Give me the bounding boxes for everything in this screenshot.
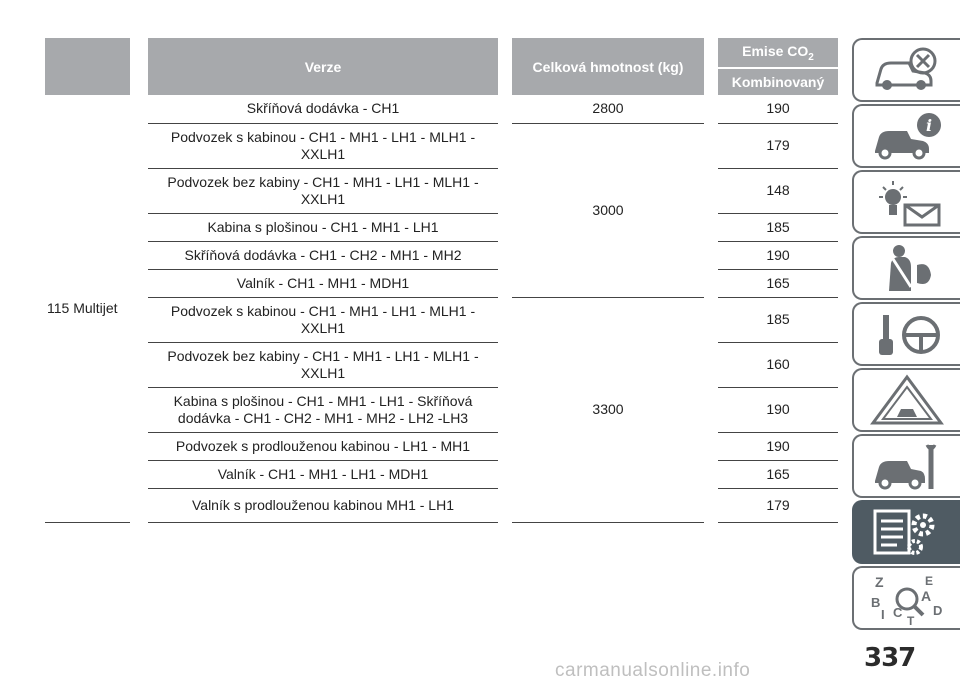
verze-cell: Podvozek s kabinou - CH1 - MH1 - LH1 - MLH1 - XXLH1 — [139, 123, 505, 168]
verze-cell: Kabina s plošinou - CH1 - MH1 - LH1 — [139, 213, 505, 241]
co2-cell: 179 — [711, 488, 838, 522]
header-emissions — [711, 38, 838, 68]
svg-text:C: C — [893, 605, 903, 620]
warning-triangle-breakdown-icon — [867, 373, 947, 427]
co2-cell: 185 — [711, 297, 838, 342]
page-number: 337 — [864, 643, 916, 673]
verze-cell: Podvozek s kabinou - CH1 - MH1 - LH1 - MLH1 - XXLH1 — [139, 297, 505, 342]
verze-cell: Valník s prodlouženou kabinou MH1 - LH1 — [139, 488, 505, 522]
svg-text:Z: Z — [875, 574, 884, 590]
svg-text:T: T — [907, 614, 915, 625]
tab-safety[interactable] — [852, 236, 960, 300]
verze-cell: Podvozek bez kabiny - CH1 - MH1 - LH1 - MLH1 - XXLH1 — [139, 342, 505, 387]
mass-cell: 3300 — [505, 297, 711, 522]
tab-starting[interactable] — [852, 302, 960, 366]
svg-text:E: E — [925, 574, 934, 588]
tab-dashboard[interactable] — [852, 38, 960, 102]
watermark-text: carmanualsonline.info — [555, 660, 751, 681]
tab-info[interactable] — [852, 104, 960, 168]
verze-cell: Valník - CH1 - MH1 - MDH1 — [139, 269, 505, 297]
seatbelt-airbag-icon — [867, 241, 947, 295]
verze-cell: Valník - CH1 - MH1 - LH1 - MDH1 — [139, 460, 505, 488]
mass-cell: 3000 — [505, 123, 711, 297]
co2-cell: 165 — [711, 460, 838, 488]
svg-text:D: D — [933, 603, 943, 618]
co2-cell: 190 — [711, 95, 838, 123]
co2-cell: 190 — [711, 387, 838, 432]
co2-cell: 185 — [711, 213, 838, 241]
header-emissions-subscript: 2 — [808, 51, 814, 63]
verze-cell: Podvozek s prodlouženou kabinou - LH1 - MH1 — [139, 432, 505, 460]
header-verze: Verze — [139, 38, 505, 95]
header-blank — [45, 38, 139, 95]
co2-cell: 165 — [711, 269, 838, 297]
co2-cell: 148 — [711, 168, 838, 213]
header-mass: Celková hmotnost (kg) — [505, 38, 711, 95]
tab-emergency[interactable] — [852, 368, 960, 432]
header-combined: Kombinovaný — [711, 68, 838, 95]
co2-cell: 190 — [711, 432, 838, 460]
tab-maintenance[interactable] — [852, 434, 960, 498]
verze-cell: Kabina s plošinou - CH1 - MH1 - LH1 - Skříňová dodávka - CH1 - CH2 - MH1 - MH2 - LH2 -LH3 — [139, 387, 505, 432]
car-info-icon — [867, 109, 947, 163]
engine-cell: 115 Multijet — [45, 95, 139, 522]
tab-technical-data[interactable] — [852, 500, 960, 564]
co2-cell: 190 — [711, 241, 838, 269]
car-dashboard-icon — [867, 43, 947, 97]
svg-text:A: A — [921, 588, 932, 604]
svg-text:B: B — [871, 595, 881, 610]
alphabetical-index-icon — [867, 571, 947, 625]
co2-cell: 160 — [711, 342, 838, 387]
tab-warning-lights[interactable] — [852, 170, 960, 234]
car-maintenance-icon — [867, 439, 947, 493]
key-steering-wheel-icon — [867, 307, 947, 361]
warning-light-message-icon — [867, 175, 947, 229]
co2-cell: 179 — [711, 123, 838, 168]
header-emissions-label: Emise CO — [742, 42, 809, 59]
svg-text:i: i — [925, 116, 933, 135]
verze-cell: Skříňová dodávka - CH1 - CH2 - MH1 - MH2 — [139, 241, 505, 269]
verze-cell: Podvozek bez kabiny - CH1 - MH1 - LH1 - MLH1 - XXLH1 — [139, 168, 505, 213]
verze-cell: Skříňová dodávka - CH1 — [139, 95, 505, 123]
tab-index[interactable] — [852, 566, 960, 630]
mass-cell: 2800 — [505, 95, 711, 123]
technical-data-icon — [867, 505, 947, 559]
emissions-table — [45, 38, 838, 523]
svg-text:I: I — [881, 607, 885, 622]
